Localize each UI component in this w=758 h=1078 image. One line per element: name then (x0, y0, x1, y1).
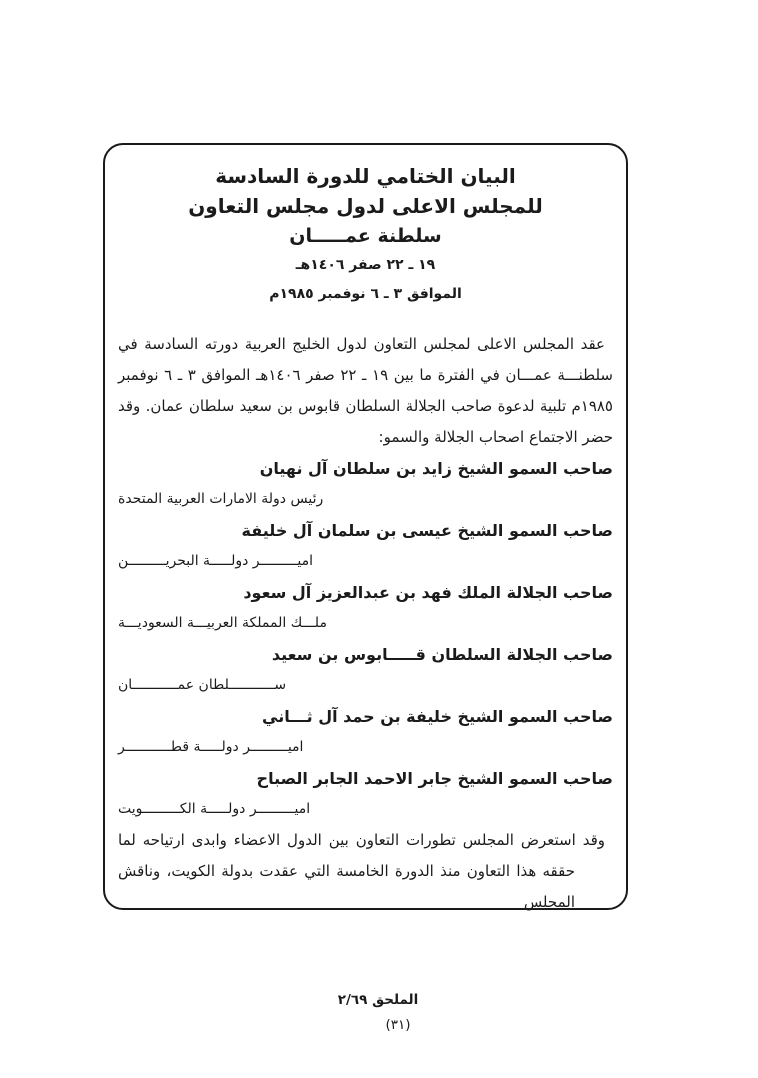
document-title-line-3: سلطنة عمـــــان (289, 225, 442, 247)
attendees-list (118, 453, 613, 825)
attendee-title: اميـــــــــر دولـــــة الكـــــــــويت (118, 801, 311, 817)
annex-label: الملحق ٢/٦٩ (337, 992, 419, 1008)
attendee-entry (118, 515, 613, 577)
opening-paragraph-line: ١٩٨٥م تلبية لدعوة صاحب الجلالة السلطان قابوس بن سعيد سلطان عمان. وقد (118, 397, 613, 415)
page-number: (٣١) (385, 1017, 411, 1033)
document-title-line-1: البيان الختامي للدورة السادسة (215, 164, 516, 188)
attendee-name: صاحب الجلالة السلطان قـــــابوس بن سعيد (271, 645, 613, 664)
opening-paragraph-line: حضر الاجتماع اصحاب الجلالة والسمو: (378, 428, 613, 446)
attendee-title: ســـــــــــلطان عمـــــــــــان (118, 677, 287, 693)
closing-paragraph-line: حققه هذا التعاون منذ الدورة الخامسة التي عقدت بدولة الكويت، وناقش المجلس (118, 862, 575, 911)
attendee-title: اميـــــــــر دولـــــة قطـــــــــــر (118, 739, 304, 755)
opening-paragraph-line: سلطنـــة عمـــان في الفترة ما بين ١٩ ـ ٢٢ صفر ١٤٠٦هـ الموافق ٣ ـ ٦ نوفمبر (118, 366, 613, 384)
closing-paragraph (118, 825, 613, 918)
attendee-entry (118, 639, 613, 701)
closing-paragraph-line: وقد استعرض المجلس تطورات التعاون بين الدول الاعضاء وابدى ارتياحه لما (118, 831, 605, 849)
attendee-name: صاحب السمو الشيخ جابر الاحمد الجابر الصباح (256, 769, 613, 788)
attendee-name: صاحب السمو الشيخ عيسى بن سلمان آل خليفة (241, 521, 613, 540)
attendee-name: صاحب السمو الشيخ خليفة بن حمد آل ثـــاني (262, 707, 613, 726)
gregorian-date: الموافق ٣ ـ ٦ نوفمبر ١٩٨٥م (269, 286, 462, 302)
attendee-title: رئيس دولة الامارات العربية المتحدة (118, 491, 324, 507)
attendee-name: صاحب الجلالة الملك فهد بن عبدالعزيز آل سعود (243, 583, 613, 602)
attendee-entry (118, 453, 613, 515)
attendee-title: اميـــــــــر دولـــــة البحريـــــــــن (118, 553, 314, 569)
opening-paragraph-line: عقد المجلس الاعلى لمجلس التعاون لدول الخليج العربية دورته السادسة في (118, 335, 605, 353)
hijri-date: ١٩ ـ ٢٢ صفر ١٤٠٦هـ (295, 257, 436, 273)
attendee-entry (118, 763, 613, 825)
attendee-entry (118, 577, 613, 639)
attendee-entry (118, 701, 613, 763)
document-title-line-2: للمجلس الاعلى لدول مجلس التعاون (188, 194, 543, 218)
opening-paragraph (118, 329, 613, 453)
attendee-name: صاحب السمو الشيخ زايد بن سلطان آل نهيان (259, 459, 613, 478)
document-frame (103, 143, 628, 910)
attendee-title: ملـــك المملكة العربيـــة السعوديـــة (118, 615, 327, 631)
